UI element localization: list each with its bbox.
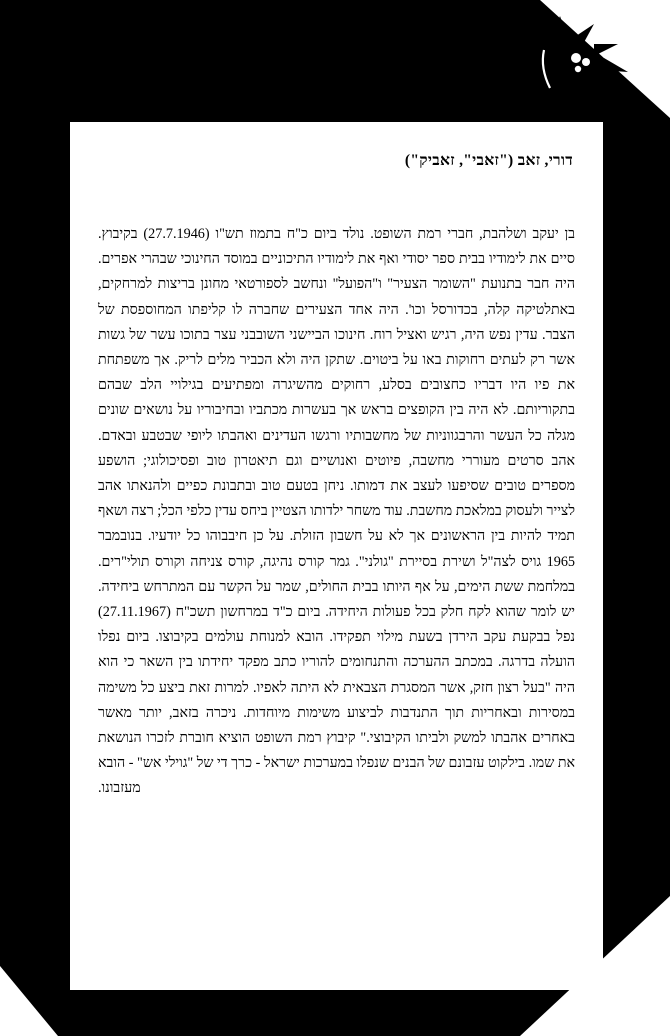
- body-paragraph: בן יעקב ושלהבת, חברי רמת השופט. נולד ביום כ"ח בתמוז תש"ו (27.7.1946) בקיבוץ. סיים את לימודיו בבית ספר יסודי ואף את לימודיו התיכוניים במוסד החינוכי שבהרי אפרים. היה חבר בתנועת "השומר הצעיר" ו"הפועל" ונחשב לספורטאי מחונן בריצות למרחקים, באתלטיקה קלה, בכדורסל וכו'. היה אחד הצעירים שחברה לו קליפתו המחוספסת של הצבר. עדין נפש היה, רגיש ואציל רוח. חינוכו הביישני השובבני עצר בתוכו עשר של גשות אשר רק לעתים רחוקות באו על ביטוים. שתקן היה ולא הכביר מלים לריק. אך משפתחת את פיו היו דבריו כחצובים בסלע, רחוקים מהשיגרה ומפתיעים בגילויי הלב שבהם בתקוריותם. לא היה בין הקופצים בראש אך בעשרות מכתביו ובחיבוריו על נושאים שונים מגלה כל העשר והרבגווניות של מחשבותיו ורגשו העדינים ואהבתו ליופי שבטבע ובאדם. אהב סרטים מעוררי מחשבה, פיוטים ואנושיים וגם תיאטרון טוב ופסיכולוגי; הושפע מספרים טובים שסיפעו לעצב את דמותו. ניחן בטעם טוב ובתבונת כפיים ולהנאתו אהב לצייר ולעסוק במלאכת מחשבת. עוד משחר ילדותו הצטיין ביחס עדין כלפי הכל; רצה ושאף תמיד להיות בין הראשונים אך לא על חשבון הזולת. על כן חיבבוהו כל יודעיו. בנובמבר 1965 גויס לצה"ל ושירת בסיירת "גולני". גמר קורס נהיגה, קורס צניחה וקורס תולי"רים. במלחמת ששת הימים, על אף היותו בבית החולים, שמר על הקשר עם המתרחש ביחידה. יש לומר שהוא לקח חלק בכל פעולות היחידה. ביום כ"ד במרחשון תשכ"ח (27.11.1967) נפל בבקעת עקב הירדן בשעת מילוי תפקידו. הובא למנוחת עולמים בקיבוצו. ביום נפלו הועלה בדרגה. במכתב ההערכה והתנחומים להוריו כתב מפקד יחידתו בין השאר כי הוא היה "בעל רצון חזק, אשר המסגרת הצבאית לא היתה לאפיו. למרות זאת ביצע כל משימה במסירות ובאחריות תוך התנדבות לביצוע משימות מיוחדות. ניכרה בזאב, יותר מאשר באחרים אהבתו למשק ולביתו הקיבוצי." קיבוץ רמת השופט הוציא חוברת לזכרו הנושאת את שמו. בילקוט עזבונם של הבנים שנפלו במערכות ישראל - כרך די של "גוילי אש" - הובא מעזבונו.: [98, 226, 575, 797]
- corner-wedge-bottom-left: [0, 966, 58, 1036]
- page-title: דורי, זאב ("זאבי", זאביק"): [404, 152, 573, 169]
- spiky-sun-badge-icon: [482, 14, 642, 124]
- paper-sheet: [70, 122, 603, 990]
- document-body: [96, 222, 577, 802]
